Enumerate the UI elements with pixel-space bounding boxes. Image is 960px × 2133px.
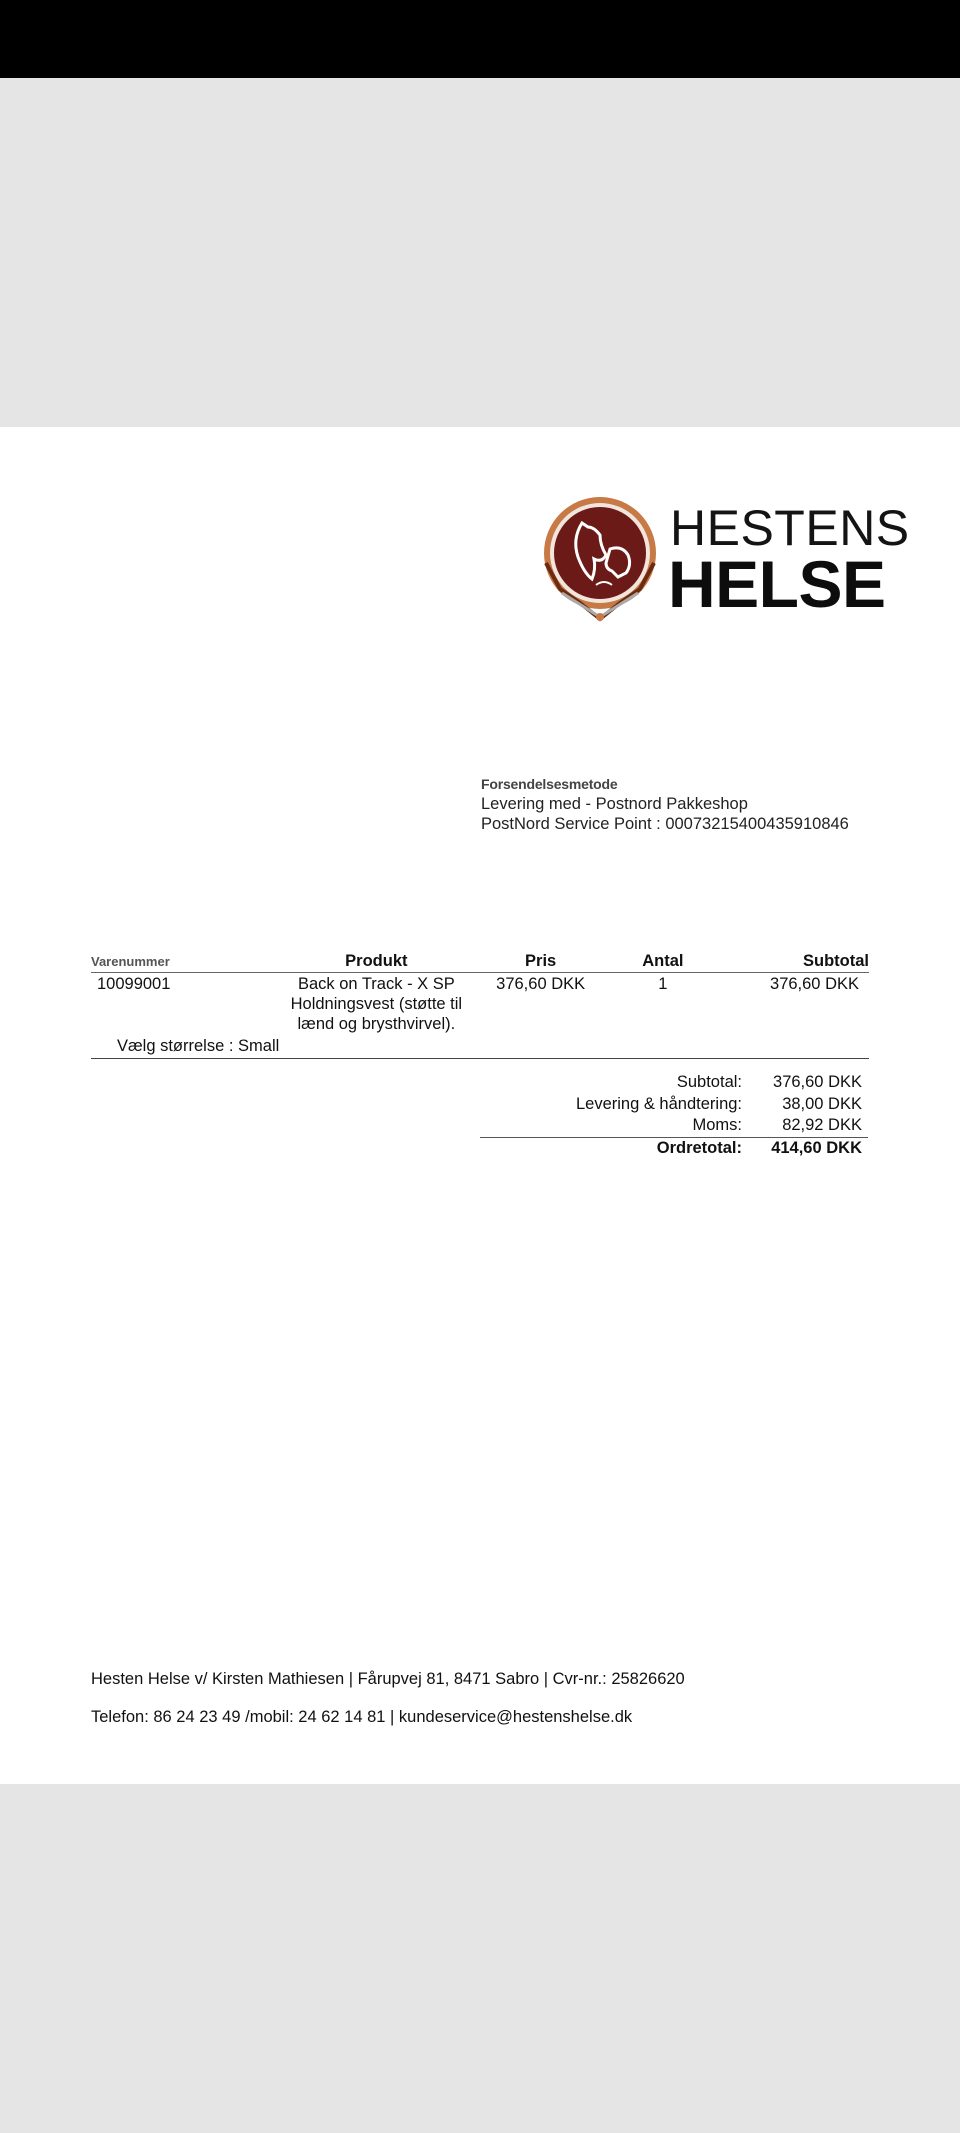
grand-total-value: 414,60 DKK bbox=[771, 1138, 862, 1157]
footer-address: Hesten Helse v/ Kirsten Mathiesen | Fårupvej 81, 8471 Sabro | Cvr-nr.: 25826620 bbox=[91, 1670, 685, 1688]
totals-subtotal-row bbox=[480, 1072, 868, 1094]
footer-contact: Telefon: 86 24 23 49 /mobil: 24 62 14 81 | kundeservice@hestenshelse.dk bbox=[91, 1708, 633, 1726]
shipping-service-point: PostNord Service Point : 00073215400435910846 bbox=[481, 815, 849, 833]
item-sku: 10099001 bbox=[97, 975, 171, 993]
subtotal-value: 376,60 DKK bbox=[773, 1073, 862, 1091]
item-price: 376,60 DKK bbox=[496, 975, 586, 993]
table-row bbox=[91, 973, 869, 1036]
order-items-table bbox=[91, 952, 869, 1059]
grand-total-label: Ordretotal: bbox=[656, 1138, 742, 1157]
shipping-label: Levering & håndtering: bbox=[575, 1094, 742, 1113]
totals-grand-row bbox=[480, 1137, 868, 1160]
company-logo bbox=[540, 493, 910, 625]
shipping-title: Forsendelsesmetode bbox=[481, 776, 618, 792]
totals-shipping-row bbox=[480, 1094, 868, 1116]
header-price: Pris bbox=[479, 952, 601, 973]
logo-text-helse: HELSE bbox=[668, 547, 886, 621]
header-product: Produkt bbox=[273, 952, 479, 973]
top-black-bar bbox=[0, 0, 960, 78]
header-sku: Varenummer bbox=[91, 952, 273, 973]
vat-label: Moms: bbox=[692, 1116, 742, 1134]
vat-value: 82,92 DKK bbox=[782, 1116, 862, 1134]
logo-text-hestens: HESTENS bbox=[670, 500, 910, 556]
table-header-row bbox=[91, 952, 869, 973]
horse-dog-logo-icon bbox=[540, 493, 660, 625]
item-product: Back on Track - X SP Holdningsvest (støtte til lænd og brysthvirvel). bbox=[290, 975, 463, 1033]
item-qty: 1 bbox=[658, 975, 668, 993]
item-subtotal: 376,60 DKK bbox=[770, 975, 859, 993]
header-qty: Antal bbox=[602, 952, 724, 973]
totals-vat-row bbox=[480, 1115, 868, 1137]
header-subtotal: Subtotal bbox=[724, 952, 869, 973]
item-option: Vælg størrelse : Small bbox=[91, 1035, 869, 1059]
subtotal-label: Subtotal: bbox=[676, 1073, 742, 1091]
item-option-row bbox=[91, 1035, 869, 1059]
shipping-info bbox=[481, 774, 849, 834]
shipping-value: 38,00 DKK bbox=[782, 1094, 862, 1113]
order-totals bbox=[480, 1072, 868, 1159]
shipping-method: Levering med - Postnord Pakkeshop bbox=[481, 795, 748, 813]
